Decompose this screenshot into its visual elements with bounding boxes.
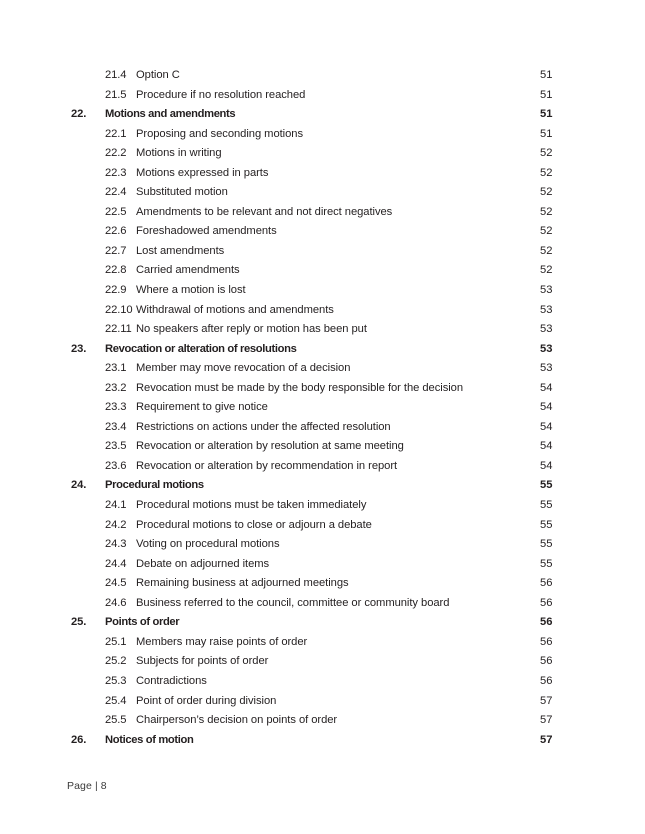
- toc-entry-title: Subjects for points of order: [136, 655, 269, 668]
- toc-entry[interactable]: [0, 731, 645, 751]
- toc-entry-title: Debate on adjourned items: [136, 557, 270, 570]
- toc-entry[interactable]: [0, 379, 645, 399]
- toc-entry[interactable]: [0, 242, 645, 262]
- toc-entry-number: 21.4: [105, 69, 127, 81]
- toc-entry-number: 22.8: [105, 264, 127, 277]
- toc-entry[interactable]: [0, 496, 645, 516]
- toc-entry-number: 24.5: [105, 577, 127, 590]
- toc-entry-title: Remaining business at adjourned meetings: [136, 577, 349, 590]
- toc-entry-page-number: 56: [540, 577, 553, 590]
- toc-entry-number: 24.6: [105, 596, 127, 609]
- toc-entry-number: 25.2: [105, 655, 127, 668]
- toc-entry-number: 22.10: [105, 303, 133, 316]
- toc-entry[interactable]: [0, 692, 645, 712]
- toc-entry[interactable]: [0, 66, 645, 86]
- toc-entry-title: Revocation or alteration of resolutions: [105, 342, 297, 355]
- toc-entry-number: 25.4: [105, 694, 127, 707]
- toc-entry-number: 25.: [71, 616, 87, 629]
- toc-entry-title: Procedural motions to close or adjourn a debate: [136, 518, 372, 531]
- toc-entry-page-number: 53: [540, 284, 553, 297]
- toc-entry-title: Carried amendments: [136, 264, 240, 277]
- toc-entry[interactable]: [0, 105, 645, 125]
- toc-entry-page-number: 52: [540, 186, 553, 199]
- toc-entry-page-number: 55: [540, 499, 553, 512]
- toc-entry-title: Lost amendments: [136, 244, 225, 257]
- toc-entry-number: 24.2: [105, 518, 127, 531]
- toc-entry-number: 22.: [71, 108, 87, 121]
- toc-entry-title: Substituted motion: [136, 186, 228, 199]
- toc-entry-number: 22.2: [105, 147, 127, 160]
- toc-entry[interactable]: [0, 261, 645, 281]
- toc-entry-number: 22.3: [105, 166, 127, 179]
- toc-entry[interactable]: [0, 125, 645, 145]
- toc-entry-title: Motions and amendments: [105, 108, 236, 121]
- toc-entry-page-number: 54: [540, 401, 553, 414]
- toc-entry-page-number: 57: [540, 714, 553, 727]
- toc-entry-title: Chairperson’s decision on points of order: [136, 714, 338, 727]
- toc-entry-title: Points of order: [105, 616, 180, 629]
- toc-entry-page-number: 52: [540, 147, 553, 160]
- toc-entry-title: Motions expressed in parts: [136, 166, 269, 179]
- toc-entry-number: 25.3: [105, 674, 127, 687]
- toc-entry[interactable]: [0, 301, 645, 321]
- toc-entry-title: Option C: [136, 69, 180, 81]
- toc-entry-number: 23.6: [105, 459, 127, 472]
- toc-entry-title: Foreshadowed amendments: [136, 225, 277, 238]
- toc-entry-page-number: 51: [540, 108, 553, 121]
- toc-entry-title: Motions in writing: [136, 147, 222, 160]
- toc-entry-number: 23.: [71, 342, 87, 355]
- toc-entry[interactable]: [0, 516, 645, 536]
- toc-entry-page-number: 51: [540, 88, 553, 101]
- toc-entry-title: Notices of motion: [105, 733, 194, 746]
- toc-entry-page-number: 54: [540, 381, 553, 394]
- toc-entry-page-number: 55: [540, 557, 553, 570]
- toc-entry-page-number: 55: [540, 518, 553, 531]
- toc-entry-title: Withdrawal of motions and amendments: [136, 303, 334, 316]
- toc-entry[interactable]: [0, 183, 645, 203]
- toc-entry-number: 22.9: [105, 284, 127, 297]
- toc-entry-page-number: 51: [540, 127, 553, 140]
- toc-entry[interactable]: [0, 457, 645, 477]
- toc-entry[interactable]: [0, 222, 645, 242]
- toc-entry-number: 22.7: [105, 244, 127, 257]
- toc-entry[interactable]: [0, 633, 645, 653]
- toc-entry-title: Point of order during division: [136, 694, 277, 707]
- toc-entry-page-number: 53: [540, 342, 553, 355]
- toc-entry-title: Voting on procedural motions: [136, 538, 280, 551]
- toc-entry-page-number: 52: [540, 264, 553, 277]
- toc-entry-number: 22.4: [105, 186, 127, 199]
- toc-entry-title: Business referred to the council, committee or community board: [136, 596, 450, 609]
- toc-entry-title: Where a motion is lost: [136, 284, 246, 297]
- toc-entry[interactable]: [0, 86, 645, 106]
- toc-entry-number: 25.1: [105, 635, 127, 648]
- toc-entry-title: Restrictions on actions under the affected resolution: [136, 420, 391, 433]
- toc-entry-number: 22.1: [105, 127, 127, 140]
- toc-entry-number: 24.4: [105, 557, 127, 570]
- toc-entry-page-number: 52: [540, 205, 553, 218]
- toc-entry-page-number: 54: [540, 440, 553, 453]
- toc-entry-page-number: 54: [540, 459, 553, 472]
- toc-entry-title: Revocation or alteration by resolution at same meeting: [136, 440, 404, 453]
- toc-entry[interactable]: [0, 555, 645, 575]
- toc-entry-page-number: 52: [540, 166, 553, 179]
- toc-entry-page-number: 55: [540, 538, 553, 551]
- toc-entry-page-number: 56: [540, 635, 553, 648]
- toc-entry-page-number: 52: [540, 225, 553, 238]
- toc-entry-number: 23.3: [105, 401, 127, 414]
- toc-entry-number: 23.5: [105, 440, 127, 453]
- toc-entry[interactable]: [0, 320, 645, 340]
- toc-entry-page-number: 53: [540, 323, 553, 336]
- toc-entry-page-number: 57: [540, 694, 553, 707]
- toc-entry-title: Revocation or alteration by recommendation in report: [136, 459, 398, 472]
- toc-entry-number: 22.11: [105, 323, 132, 336]
- toc-entry-page-number: 56: [540, 596, 553, 609]
- toc-entry-page-number: 52: [540, 244, 553, 257]
- toc-entry-title: Contradictions: [136, 674, 207, 687]
- toc-entry[interactable]: [0, 203, 645, 223]
- toc-entry-number: 23.1: [105, 362, 127, 375]
- toc-entry-page-number: 53: [540, 303, 553, 316]
- toc-entry-number: 22.6: [105, 225, 127, 238]
- toc-entry-title: Requirement to give notice: [136, 401, 268, 414]
- toc-entry-page-number: 55: [540, 479, 553, 492]
- toc-entry[interactable]: [0, 652, 645, 672]
- toc-entry-page-number: 56: [540, 616, 553, 629]
- toc-entry[interactable]: [0, 359, 645, 379]
- toc-entry[interactable]: [0, 574, 645, 594]
- toc-entry[interactable]: [0, 594, 645, 614]
- toc-entry[interactable]: [0, 281, 645, 301]
- toc-entry-title: Procedural motions must be taken immediately: [136, 499, 367, 512]
- toc-entry[interactable]: [0, 340, 645, 360]
- toc-entry-number: 26.: [71, 733, 87, 746]
- toc-entry-number: 21.5: [105, 88, 127, 101]
- toc-entry[interactable]: [0, 437, 645, 457]
- toc-entry-page-number: 56: [540, 674, 553, 687]
- toc-entry-number: 22.5: [105, 205, 127, 218]
- toc-entry[interactable]: [0, 613, 645, 633]
- toc-entry-title: Proposing and seconding motions: [136, 127, 303, 140]
- toc-entry-title: No speakers after reply or motion has been put: [136, 323, 367, 336]
- toc-entry-page-number: 53: [540, 362, 553, 375]
- page-footer: Page | 8: [67, 780, 107, 792]
- toc-entry[interactable]: [0, 476, 645, 496]
- toc-entry-number: 25.5: [105, 714, 127, 727]
- toc-entry-page-number: 56: [540, 655, 553, 668]
- toc-entry-page-number: 57: [540, 733, 553, 746]
- toc-entry-page-number: 54: [540, 420, 553, 433]
- toc-entry[interactable]: [0, 398, 645, 418]
- toc-entry-page-number: 51: [540, 69, 553, 81]
- toc-entry-title: Revocation must be made by the body responsible for the decision: [136, 381, 464, 394]
- toc-entry-title: Procedural motions: [105, 479, 204, 492]
- toc-entry-title: Members may raise points of order: [136, 635, 308, 648]
- toc-entry[interactable]: [0, 711, 645, 731]
- toc-entry[interactable]: [0, 164, 645, 184]
- toc-entry-title: Amendments to be relevant and not direct negatives: [136, 205, 393, 218]
- toc-entry[interactable]: [0, 144, 645, 164]
- toc-entry[interactable]: [0, 418, 645, 438]
- toc-entry-number: 24.3: [105, 538, 127, 551]
- toc-entry-title: Procedure if no resolution reached: [136, 88, 306, 101]
- toc-entry-number: 24.1: [105, 499, 127, 512]
- toc-entry-number: 23.2: [105, 381, 127, 394]
- toc-entry-number: 24.: [71, 479, 87, 492]
- toc-entry-title: Member may move revocation of a decision: [136, 362, 351, 375]
- toc-entry[interactable]: [0, 672, 645, 692]
- table-of-contents: [0, 66, 645, 750]
- toc-entry-number: 23.4: [105, 420, 127, 433]
- toc-entry[interactable]: [0, 535, 645, 555]
